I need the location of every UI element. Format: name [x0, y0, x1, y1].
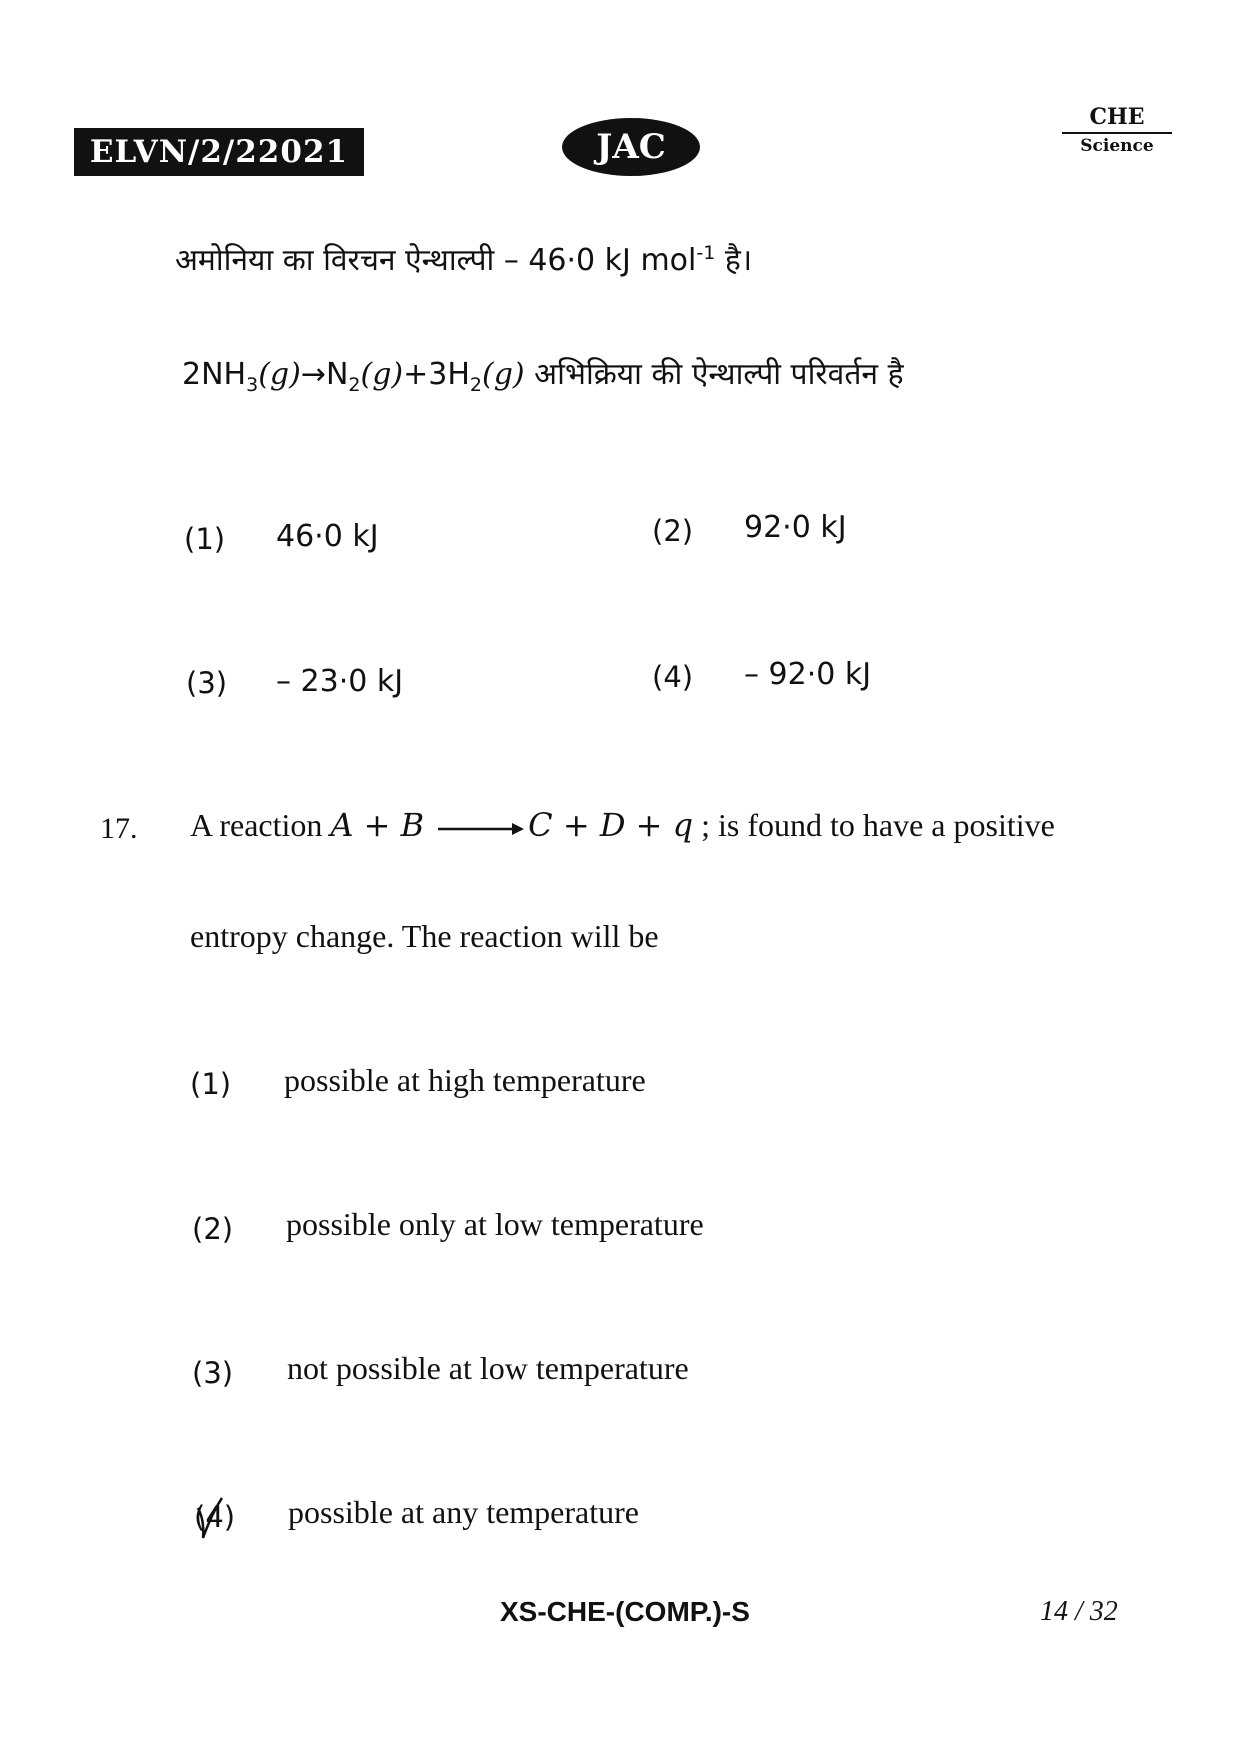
q16-line1-superscript: -1: [696, 242, 716, 264]
paper-code-label: ELVN/2/22021: [74, 128, 364, 176]
q16-option-4-number: (4): [652, 660, 694, 694]
eq-state: (g): [258, 357, 301, 392]
eq-state: (g): [482, 357, 525, 392]
eq-term: 2NH: [182, 357, 247, 392]
q16-line1-text: अमोनिया का विरचन ऐन्थाल्पी – 46·0 kJ mol: [175, 243, 697, 278]
q17-option-3-text: not possible at low temperature: [287, 1350, 689, 1386]
q17-option-1-number: (1): [190, 1067, 232, 1101]
q16-option-4-text: – 92·0 kJ: [744, 657, 872, 692]
q16-statement-line1: [175, 238, 752, 279]
eq-subscript: 3: [246, 374, 259, 396]
q17-number: 17.: [100, 812, 138, 845]
eq-subscript: 2: [348, 374, 361, 396]
q17-option-1-text: possible at high temperature: [284, 1062, 646, 1098]
q17-option-2-number: (2): [192, 1212, 234, 1246]
q16-option-1-number: (1): [184, 522, 226, 556]
q16-option-2-number: (2): [652, 514, 694, 548]
q17-statement-line2: entropy change. The reaction will be: [190, 918, 659, 954]
q16-statement-line2: [182, 352, 904, 396]
q17-option-4-number: (4): [194, 1500, 236, 1534]
eq-state: (g): [360, 357, 404, 392]
q16-line1-end: है।: [715, 243, 753, 278]
q16-option-3-number: (3): [186, 666, 228, 700]
handwritten-tick-icon: [194, 1494, 224, 1544]
q17-statement-line1: [190, 806, 1055, 844]
q17-reactants: A + B: [330, 806, 425, 844]
subject-stream: Science: [1080, 136, 1154, 156]
q17-text-start: A reaction: [190, 807, 331, 843]
footer-paper-code: XS-CHE-(COMP.)-S: [500, 1596, 750, 1627]
q17-option-3-number: (3): [192, 1356, 234, 1390]
eq-term: +3H: [403, 357, 470, 392]
q16-option-1-text: 46·0 kJ: [276, 519, 379, 554]
subject-code: CHE: [1062, 104, 1172, 134]
q16-line2-text: अभिक्रिया की ऐन्थाल्पी परिवर्तन है: [524, 357, 904, 392]
q17-option-4-text: possible at any temperature: [288, 1494, 639, 1530]
q17-option-2-text: possible only at low temperature: [286, 1206, 704, 1242]
subject-label: [1062, 104, 1172, 156]
board-logo-jac: JAC: [562, 118, 700, 176]
eq-term: →N: [300, 357, 349, 392]
page-number: 14 / 32: [1040, 1596, 1118, 1627]
eq-subscript: 2: [469, 374, 482, 396]
q16-option-2-text: 92·0 kJ: [744, 510, 847, 545]
q16-option-3-text: – 23·0 kJ: [276, 664, 404, 699]
reaction-arrow-icon: [436, 821, 524, 837]
q17-products: C + D + q: [528, 806, 694, 844]
q17-text-end: ; is found to have a positive: [693, 807, 1055, 843]
